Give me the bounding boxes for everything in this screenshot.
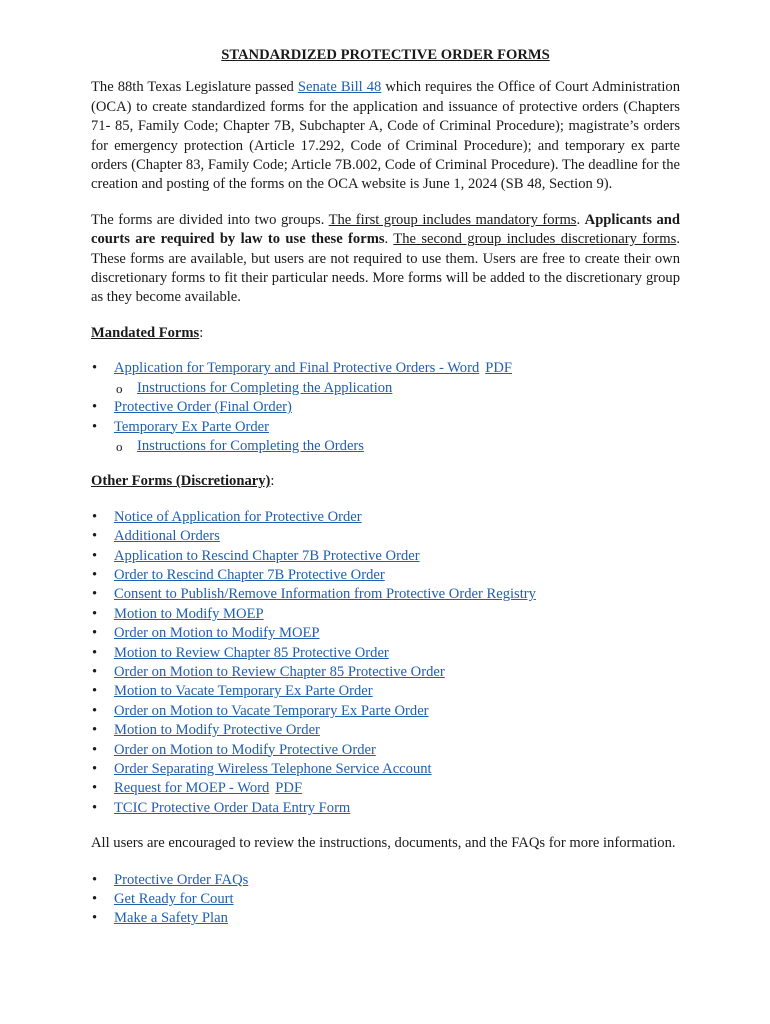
form-link[interactable]: Order on Motion to Vacate Temporary Ex Parte Order <box>114 702 429 719</box>
list-item <box>91 527 680 546</box>
list-item <box>91 682 680 701</box>
temporary-ex-parte-link[interactable]: Temporary Ex Parte Order <box>114 418 269 435</box>
groups-sep-1: . <box>576 211 585 228</box>
list-item <box>91 909 680 928</box>
page-title: STANDARDIZED PROTECTIVE ORDER FORMS <box>221 47 550 63</box>
mandated-heading-text: Mandated Forms <box>91 324 200 341</box>
list-item <box>91 702 680 721</box>
list-item <box>91 760 680 779</box>
form-link[interactable]: Motion to Vacate Temporary Ex Parte Order <box>114 683 373 700</box>
list-item <box>91 585 680 604</box>
groups-lead: The forms are divided into two groups. <box>91 211 329 228</box>
groups-rest: . These forms are available, but users are not required to use them. Users are free to create their own discretionary forms to fit their particular needs. More forms will be added to the discretionary group as they become available. <box>91 231 680 306</box>
senate-bill-48-link[interactable]: Senate Bill 48 <box>297 79 382 96</box>
intro-text-after: which requires the Office of Court Administration (OCA) to create standardized forms for the application and issuance of protective orders (Chapters 71- 85, Family Code; Chapter 7B, Subchapter A, Code of Criminal Procedure); magistrate’s orders for emergency protection (Article 17.292, Code of Criminal Procedure); and temporary ex parte orders (Chapter 83, Family Code; Article 7B.002, Code of Criminal Procedure). The deadline for the creation and posting of the forms on the OCA website is June 1, 2024 (SB 48, Section 9). <box>91 79 680 193</box>
form-link[interactable]: Order on Motion to Review Chapter 85 Protective Order <box>114 663 445 680</box>
list-item <box>91 799 680 818</box>
list-item <box>91 508 680 527</box>
list-item <box>91 663 680 682</box>
form-link[interactable]: Order to Rescind Chapter 7B Protective Order <box>114 566 385 583</box>
form-link[interactable]: Motion to Modify Protective Order <box>114 722 320 739</box>
list-item <box>91 566 680 585</box>
form-link[interactable]: Motion to Review Chapter 85 Protective Order <box>114 644 389 661</box>
list-item <box>91 547 680 566</box>
sub-list <box>114 437 680 456</box>
mandated-forms-list <box>91 359 680 456</box>
discretionary-forms-list <box>91 508 680 819</box>
moep-word-link[interactable]: Request for MOEP - Word <box>114 780 270 797</box>
closing-paragraph: All users are encouraged to review the instructions, documents, and the FAQs for more information. <box>91 835 676 852</box>
moep-pdf-link[interactable]: PDF <box>275 780 303 797</box>
form-link[interactable]: Order Separating Wireless Telephone Service Account <box>114 761 432 777</box>
form-link[interactable]: Application to Rescind Chapter 7B Protective Order <box>114 547 420 564</box>
list-item <box>91 605 680 624</box>
protective-order-faqs-link[interactable]: Protective Order FAQs <box>114 871 249 888</box>
intro-paragraph <box>91 78 680 194</box>
instructions-application-link[interactable]: Instructions for Completing the Application <box>137 379 393 396</box>
tcic-form-link[interactable]: TCIC Protective Order Data Entry Form <box>114 799 351 816</box>
form-link[interactable]: Order on Motion to Modify MOEP <box>114 625 320 642</box>
application-word-link[interactable]: Application for Temporary and Final Protective Orders - Word <box>114 360 480 377</box>
protective-order-final-link[interactable]: Protective Order (Final Order) <box>114 399 292 416</box>
first-group-text: The first group includes mandatory forms <box>328 211 577 228</box>
discretionary-heading-text: Other Forms (Discretionary) <box>91 473 271 490</box>
second-group-text: The second group includes discretionary forms <box>393 231 677 248</box>
list-item <box>91 890 680 909</box>
list-item <box>91 871 680 890</box>
application-pdf-link[interactable]: PDF <box>485 360 513 377</box>
list-item <box>91 779 680 798</box>
make-safety-plan-link[interactable]: Make a Safety Plan <box>114 910 228 927</box>
list-item <box>91 359 680 398</box>
list-item <box>91 644 680 663</box>
list-item <box>91 721 680 740</box>
required-text: Applicants and courts are required by law to use these forms <box>91 211 681 248</box>
list-item <box>91 418 680 457</box>
form-link[interactable]: Notice of Application for Protective Order <box>114 508 362 525</box>
discretionary-forms-heading <box>91 472 680 491</box>
form-link[interactable]: Order on Motion to Modify Protective Order <box>114 741 376 758</box>
groups-paragraph <box>91 211 680 308</box>
instructions-orders-link[interactable]: Instructions for Completing the Orders <box>137 437 364 454</box>
sub-list-item <box>114 437 680 456</box>
list-item <box>91 741 680 760</box>
list-item <box>91 398 680 417</box>
form-link[interactable]: Additional Orders <box>114 528 220 545</box>
sub-list-item <box>114 379 680 398</box>
mandated-forms-heading <box>91 324 680 343</box>
mandated-heading-colon: : <box>199 324 204 341</box>
intro-text-before: The 88th Texas Legislature passed <box>91 79 298 96</box>
resources-list <box>91 871 680 929</box>
discretionary-heading-colon: : <box>270 473 275 490</box>
form-link[interactable]: Motion to Modify MOEP <box>114 605 264 622</box>
list-item <box>91 624 680 643</box>
groups-sep-2: . <box>384 231 394 248</box>
form-link[interactable]: Consent to Publish/Remove Information from Protective Order Registry <box>114 586 536 603</box>
sub-list <box>114 379 680 398</box>
get-ready-for-court-link[interactable]: Get Ready for Court <box>114 891 234 908</box>
